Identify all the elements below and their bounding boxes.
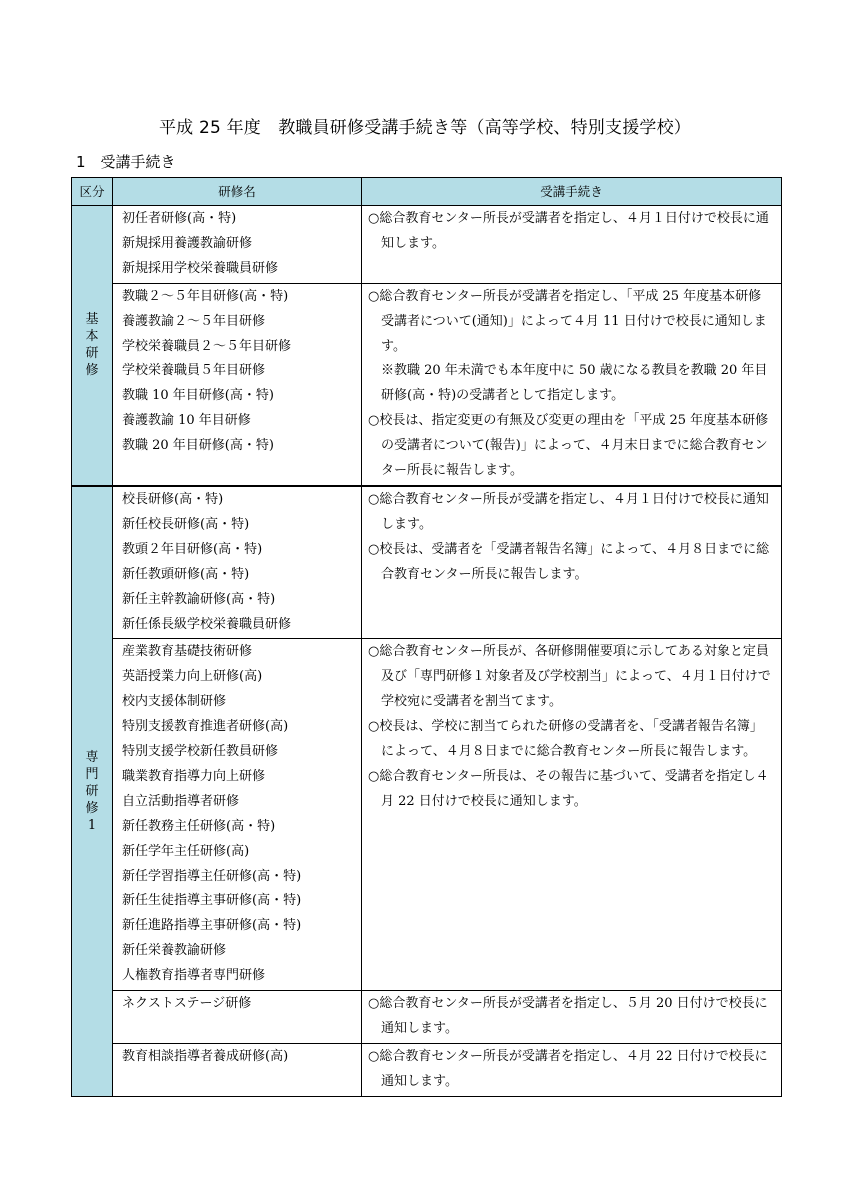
- header-training-name: 研修名: [113, 178, 362, 206]
- training-name: ネクストステージ研修: [122, 996, 252, 1012]
- training-name: 教頭２年目研修(高・特): [122, 541, 263, 557]
- procedure-item: ○総合教育センター所長が受講者を指定し、「平成 25 年度基本研修受講者について(通知)」によって４月 11 日付けで校長に通知します。: [368, 288, 767, 354]
- procedure-item: ○総合教育センター所長が、各研修開催要項に示してある対象と定員及び「専門研修１対象者及び学校割当」によって、４月１日付けで学校宛に受講者を割当てます。: [368, 644, 771, 710]
- procedure-cell: [362, 991, 782, 1044]
- training-name: 特別支援教育推進者研修(高): [122, 719, 289, 735]
- procedure-cell: [362, 283, 782, 486]
- training-names-cell: [113, 639, 362, 991]
- table-row: [72, 283, 782, 486]
- category-char: 基: [85, 312, 99, 328]
- training-name: 初任者研修(高・特): [122, 211, 237, 226]
- category-char: 研: [85, 783, 99, 799]
- training-name: 新任教頭研修(高・特): [122, 566, 250, 582]
- procedure-item: ○校長は、指定変更の有無及び変更の理由を「平成 25 年度基本研修 の受講者について(報告)」によって、４月末日までに総合教育センター所長に報告します。: [368, 413, 769, 479]
- procedure-item: ○総合教育センター所長が受講を指定し、４月１日付けで校長に通知します。: [368, 491, 769, 532]
- table-row: [72, 1043, 782, 1096]
- table-header-row: [72, 178, 782, 206]
- category-cell: [72, 206, 113, 486]
- category-char: 修: [85, 363, 99, 379]
- table-row: [72, 991, 782, 1044]
- training-name: 新規採用学校栄養職員研修: [122, 260, 279, 276]
- procedure-cell: [362, 486, 782, 639]
- training-name: 特別支援学校新任教員研修: [122, 744, 279, 760]
- training-names-cell: [113, 206, 362, 284]
- procedure-item: ○総合教育センター所長は、その報告に基づいて、受講者を指定し４月 22 日付けで校長に通知します。: [368, 768, 769, 809]
- training-name: 教職２～５年目研修(高・特): [122, 288, 289, 304]
- training-name: 新任進路指導主事研修(高・特): [122, 918, 302, 934]
- procedure-item: ○校長は、学校に割当てられた研修の受講者を、「受講者報告名簿」によって、４月８日までに総合教育センター所長に報告します。: [368, 719, 763, 760]
- procedure-item: ○校長は、受講者を「受講者報告名簿」によって、４月８日までに総合教育センター所長に報告します。: [368, 541, 770, 582]
- category-char: 研: [85, 346, 99, 362]
- table-row: [72, 206, 782, 284]
- procedure-table: [71, 177, 782, 1097]
- training-name: 校長研修(高・特): [122, 491, 224, 507]
- training-name: 新任主幹教諭研修(高・特): [122, 591, 276, 607]
- training-names-cell: [113, 486, 362, 639]
- training-name: 職業教育指導力向上研修: [122, 768, 266, 784]
- training-name: 教職 10 年目研修(高・特): [122, 388, 274, 404]
- category-char: 門: [85, 766, 99, 782]
- training-name: 新任学年主任研修(高): [122, 843, 250, 859]
- category-char: 修: [85, 800, 99, 816]
- training-name: 教育相談指導者養成研修(高): [122, 1048, 289, 1064]
- training-names-cell: [113, 283, 362, 486]
- training-name: 新任教務主任研修(高・特): [122, 818, 276, 834]
- training-name: 自立活動指導者研修: [122, 793, 240, 809]
- training-name: 新任校長研修(高・特): [122, 516, 250, 532]
- category-char: 1: [87, 817, 97, 833]
- category-cell: [72, 486, 113, 1096]
- header-procedure: 受講手続き: [362, 178, 782, 206]
- procedure-cell: [362, 1043, 782, 1096]
- training-name: 新任係長級学校栄養職員研修: [122, 616, 292, 632]
- section-heading: 1 受講手続き: [76, 153, 176, 171]
- training-name: 養護教諭２～５年目研修: [122, 313, 266, 329]
- training-name: 新任学習指導主任研修(高・特): [122, 868, 302, 884]
- procedure-cell: [362, 206, 782, 284]
- training-name: 養護教諭 10 年目研修: [122, 413, 251, 429]
- training-name: 新任生徒指導主事研修(高・特): [122, 893, 302, 909]
- procedure-item: ○総合教育センター所長が受講者を指定し、４月１日付けで校長に通知します。: [368, 211, 769, 251]
- training-name: 学校栄養職員２～５年目研修: [122, 338, 292, 354]
- procedure-cell: [362, 639, 782, 991]
- training-name: 教職 20 年目研修(高・特): [122, 438, 274, 454]
- training-names-cell: [113, 991, 362, 1044]
- table-row: [72, 486, 782, 639]
- procedure-item: ○総合教育センター所長が受講者を指定し、４月 22 日付けで校長に通知します。: [368, 1048, 768, 1089]
- training-name: 英語授業力向上研修(高): [122, 669, 263, 685]
- training-names-cell: [113, 1043, 362, 1096]
- training-name: 産業教育基礎技術研修: [122, 644, 253, 660]
- category-char: 専: [85, 749, 99, 765]
- procedure-note: ※教職 20 年未満でも本年度中に 50 歳になる教員を教職 20 年目研修(高・特)の受講者として指定します。: [381, 363, 768, 404]
- training-name: 学校栄養職員５年目研修: [122, 363, 266, 379]
- category-char: 本: [85, 329, 99, 345]
- training-name: 新任栄養教諭研修: [122, 943, 227, 959]
- header-category: 区分: [72, 178, 113, 206]
- training-name: 新規採用養護教諭研修: [122, 235, 253, 251]
- training-name: 校内支援体制研修: [122, 694, 227, 710]
- table-row: [72, 639, 782, 991]
- procedure-item: ○総合教育センター所長が受講者を指定し、５月 20 日付けで校長に通知します。: [368, 996, 768, 1036]
- table-body: [72, 206, 782, 1097]
- training-name: 人権教育指導者専門研修: [122, 968, 266, 984]
- page-title: 平成 25 年度 教職員研修受講手続き等（高等学校、特別支援学校）: [158, 118, 692, 138]
